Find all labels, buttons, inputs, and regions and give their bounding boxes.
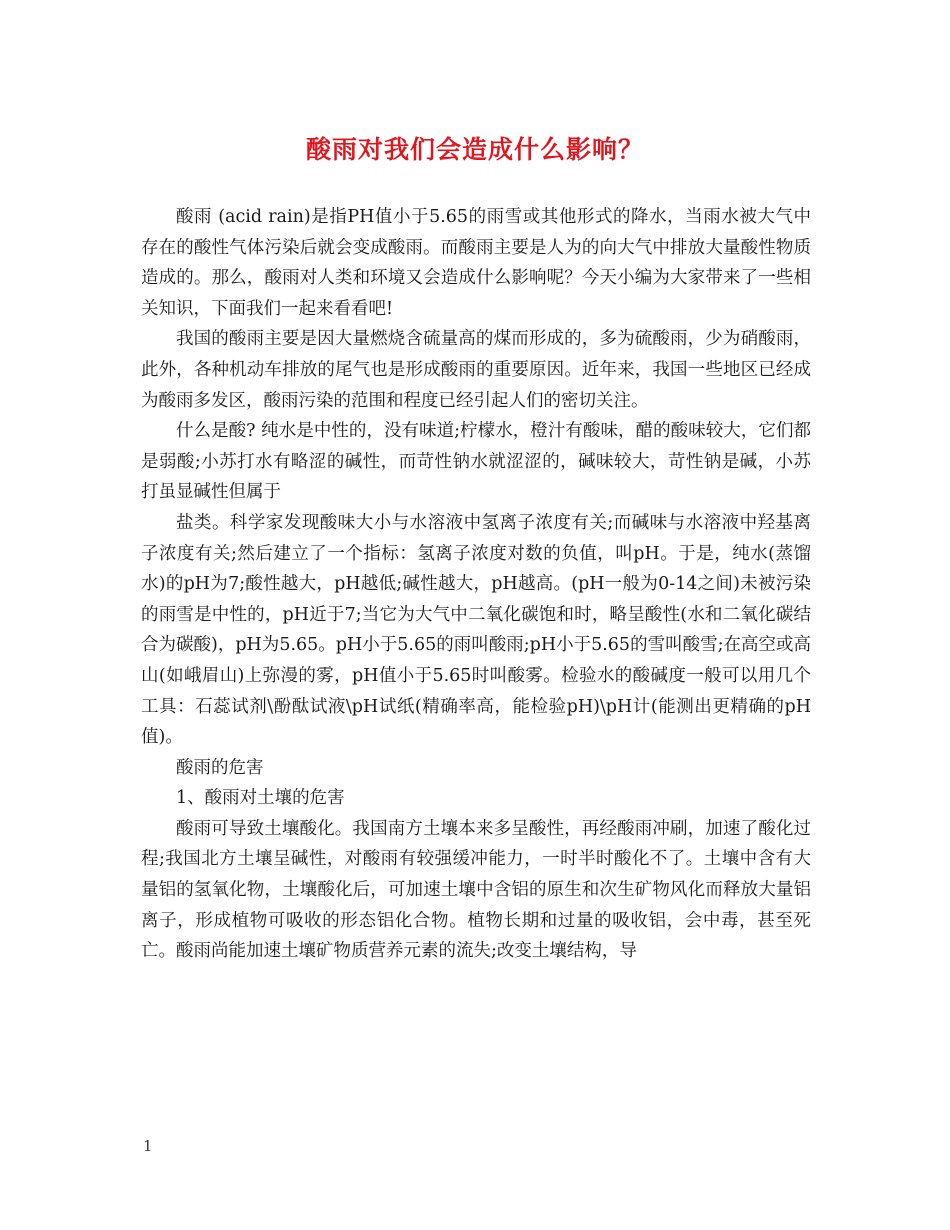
paragraph-what-is-acid: 什么是酸? 纯水是中性的，没有味道;柠檬水，橙汁有酸味，醋的酸味较大，它们都是弱酸;小苏打水有略涩的碱性，而苛性钠水就涩涩的，碱味较大，苛性钠是碱，小苏打虽显碱性但属于	[141, 421, 811, 503]
section-heading-hazards: 酸雨的危害	[176, 757, 264, 778]
paragraph-causes: 我国的酸雨主要是因大量燃烧含硫量高的煤而形成的，多为硫酸雨，少为硝酸雨，此外，各种机动车排放的尾气也是形成酸雨的重要原因。近年来，我国一些地区已经成为酸雨多发区，酸雨污染的范围和程度已经引起人们的密切关注。	[141, 329, 811, 411]
article-body	[141, 202, 811, 967]
paragraph-soil-hazard: 酸雨可导致土壤酸化。我国南方土壤本来多呈酸性，再经酸雨冲刷，加速了酸化过程;我国北方土壤呈碱性，对酸雨有较强缓冲能力，一时半时酸化不了。土壤中含有大量铝的氢氧化物，土壤酸化后，可加速土壤中含铝的原生和次生矿物风化而释放大量铝离子，形成植物可吸收的形态铝化合物。植物长期和过量的吸收铝，会中毒，甚至死亡。酸雨尚能加速土壤矿物质营养元素的流失;改变土壤结构，导	[141, 818, 811, 962]
paragraph-intro: 酸雨 (acid rain)是指PH值小于5.65的雨雪或其他形式的降水，当雨水被大气中存在的酸性气体污染后就会变成酸雨。而酸雨主要是人为的向大气中排放大量酸性物质造成的。那么，酸雨对人类和环境又会造成什么影响呢？今天小编为大家带来了一些相关知识，下面我们一起来看看吧!	[141, 207, 811, 319]
page-number: 1	[143, 1137, 153, 1155]
subsection-heading-soil: 1、酸雨对土壤的危害	[176, 788, 345, 809]
paragraph-ph-explanation: 盐类。科学家发现酸味大小与水溶液中氢离子浓度有关;而碱味与水溶液中羟基离子浓度有关;然后建立了一个指标：氢离子浓度对数的负值，叫pH。于是，纯水(蒸馏水)的pH为7;酸性越大，pH越低;碱性越大，pH越高。(pH一般为0-14之间)未被污染的雨雪是中性的，pH近于7;当它为大气中二氧化碳饱和时，略呈酸性(水和二氧化碳结合为碳酸)，pH为5.65。pH小于5.65的雨叫酸雨;pH小于5.65的雪叫酸雪;在高空或高山(如峨眉山)上弥漫的雾，pH值小于5.65时叫酸雾。检验水的酸碱度一般可以用几个工具：石蕊试剂\酚酞试液\pH试纸(精确率高，能检验pH)\pH计(能测出更精确的pH值)。	[141, 512, 811, 748]
page-title: 酸雨对我们会造成什么影响？	[305, 135, 644, 164]
